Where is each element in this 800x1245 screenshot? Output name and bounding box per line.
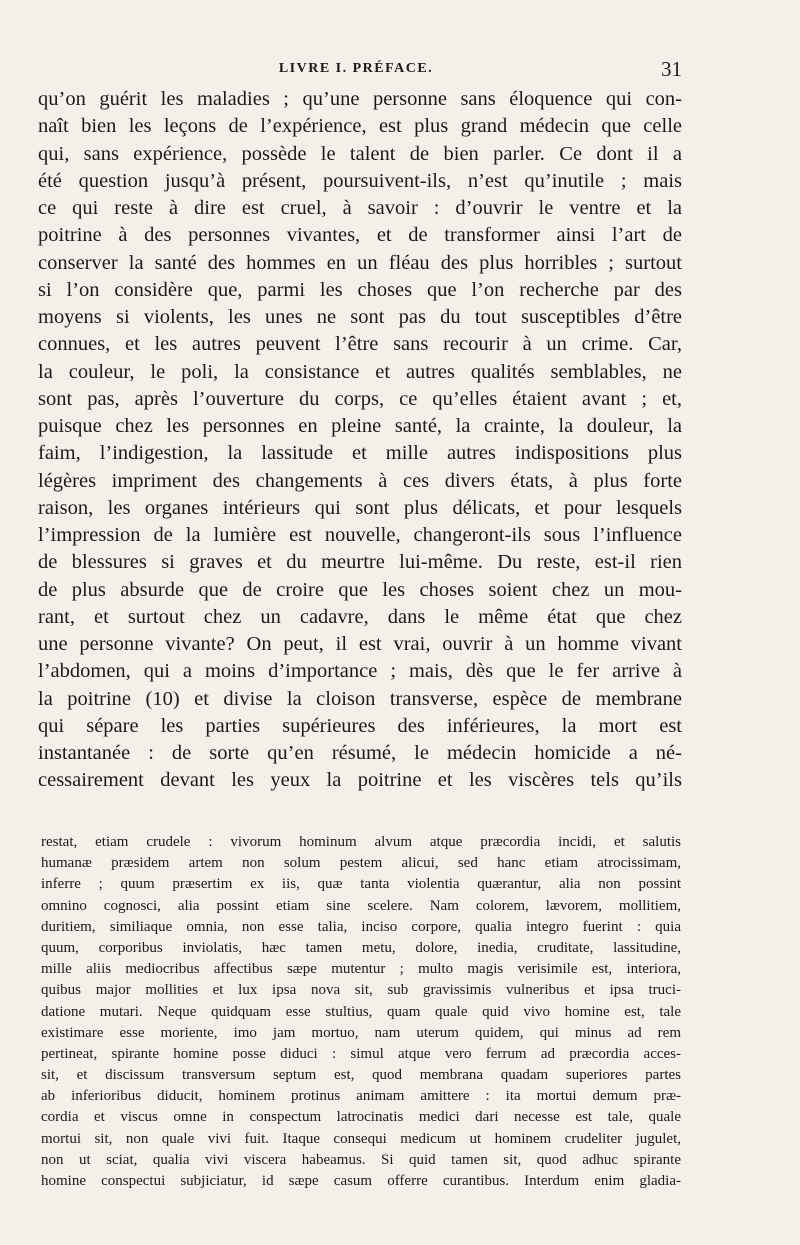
main-text-line: l’impression de la lumière est nouvelle, changeront-ils sous l’influence [38,524,682,546]
main-text-line: de blessures si graves et du meurtre lui-même. Du reste, est-il rien [38,551,682,574]
footnote-line: mortui sit, non quale vivi fuit. Itaque consequi medicum ut hominem crudeliter jugulet, [41,1130,681,1147]
main-text-line: la poitrine (10) et divise la cloison transverse, espèce de membrane [38,687,682,710]
footnote-line: pertineat, spirante homine posse diduci : simul atque vero ferrum ad præcordia acces- [41,1045,681,1062]
main-text-line: légères impriment des changements à ces divers états, à plus forte [38,469,682,492]
footnote-line: non ut sciat, qualia vivi viscera habeamus. Si quid tamen sit, quod adhuc spirante [41,1151,681,1168]
footnote-text [41,832,681,1192]
running-head [0,58,800,80]
footnote-line: cordia et viscus omne in conspectum latrocinatis medici dari necesse est tale, quale [41,1109,681,1126]
main-text-line: moyens si violents, les unes ne sont pas du tout susceptibles d’être [38,306,682,328]
main-text-line: ce qui reste à dire est cruel, à savoir : d’ouvrir le ventre et la [38,197,682,219]
footnote-line: homine conspectui subjiciatur, id sæpe casum offerre curantibus. Interdum enim gladia- [41,1173,681,1189]
footnote-line: ab inferioribus diducit, hominem protinus animam amittere : ita mortui demum præ- [41,1088,681,1105]
main-text-line: cessairement devant les yeux la poitrine et les viscères tels qu’ils [38,769,682,792]
footnote-line: mille aliis mediocribus affectibus sæpe mutentur ; multo magis verisimile est, interiora, [41,961,681,978]
main-text-line: été question jusqu’à présent, poursuivent-ils, n’est qu’inutile ; mais [38,169,682,192]
footnote-line: quum, corporibus inviolatis, hæc tamen metu, dolore, inedia, cruditate, lassitudine, [41,939,681,956]
footnote-line: datione mutari. Neque quidquam esse stultius, quam quale quid vivo homine est, tale [41,1003,681,1020]
footnote-line: restat, etiam crudele : vivorum hominum alvum atque præcordia incidi, et salutis [41,834,681,850]
main-text-line: raison, les organes intérieurs qui sont plus délicats, et pour lesquels [38,496,682,519]
main-text-line: faim, l’indigestion, la lassitude et mille autres indispositions plus [38,442,682,465]
main-text [38,86,682,795]
main-text-line: puisque chez les personnes en pleine santé, la crainte, la douleur, la [38,415,682,437]
footnote-line: omnino cognosci, alia possint etiam sine scelere. Nam colorem, lævorem, mollitiem, [41,897,681,914]
main-text-line: une personne vivante? On peut, il est vrai, ouvrir à un homme vivant [38,633,682,655]
main-text-line: qu’on guérit les maladies ; qu’une personne sans éloquence qui con- [38,88,682,110]
main-text-line: instantanée : de sorte qu’en résumé, le médecin homicide a né- [38,742,682,764]
main-text-line: naît bien les leçons de l’expérience, est plus grand médecin que celle [38,115,682,138]
main-text-line: l’abdomen, qui a moins d’importance ; mais, dès que le fer arrive à [38,660,682,683]
footnote-line: inferre ; quum præsertim ex iis, quæ tanta violentia quærantur, alia non possint [41,876,681,893]
main-text-line: de plus absurde que de croire que les choses soient chez un mou- [38,578,682,601]
main-text-line: qui, sans expérience, possède le talent de bien parler. Ce dont il a [38,142,682,165]
main-text-line: si l’on considère que, parmi les choses que l’on recherche par des [38,278,682,301]
footnote-line: existimare esse moriente, imo jam mortuo, nam uterum quidem, qui minus ad rem [41,1024,681,1041]
footnote-line: quibus major mollities et lux ipsa nova sit, sub gravissimis vulneribus et ipsa truci- [41,982,681,999]
main-text-line: poitrine à des personnes vivantes, et de transformer ainsi l’art de [38,224,682,247]
main-text-line: conserver la santé des hommes en un fléau des plus horribles ; surtout [38,251,682,274]
running-title: LIVRE I. PRÉFACE. [278,61,434,76]
main-text-line: connues, et les autres peuvent l’être sans recourir à un crime. Car, [38,333,682,356]
footnote-line: sit, et discissum transversum septum est, quod membrana quadam superiores partes [41,1067,681,1084]
main-text-line: sont pas, après l’ouverture du corps, ce qu’elles étaient avant ; et, [38,387,682,410]
footnote-line: humanæ præsidem artem non solum pestem alicui, sed hanc etiam atrocissimam, [41,855,681,872]
main-text-line: qui sépare les parties supérieures des inférieures, la mort est [38,714,682,737]
footnote-line: duritiem, similiaque omnia, non esse talia, inciso corpore, qualia integro fuerint : quia [41,918,681,935]
main-text-line: rant, et surtout chez un cadavre, dans le même état que chez [38,605,682,628]
main-text-line: la couleur, le poli, la consistance et autres qualités semblables, ne [38,360,682,383]
page-number: 31 [661,57,682,81]
